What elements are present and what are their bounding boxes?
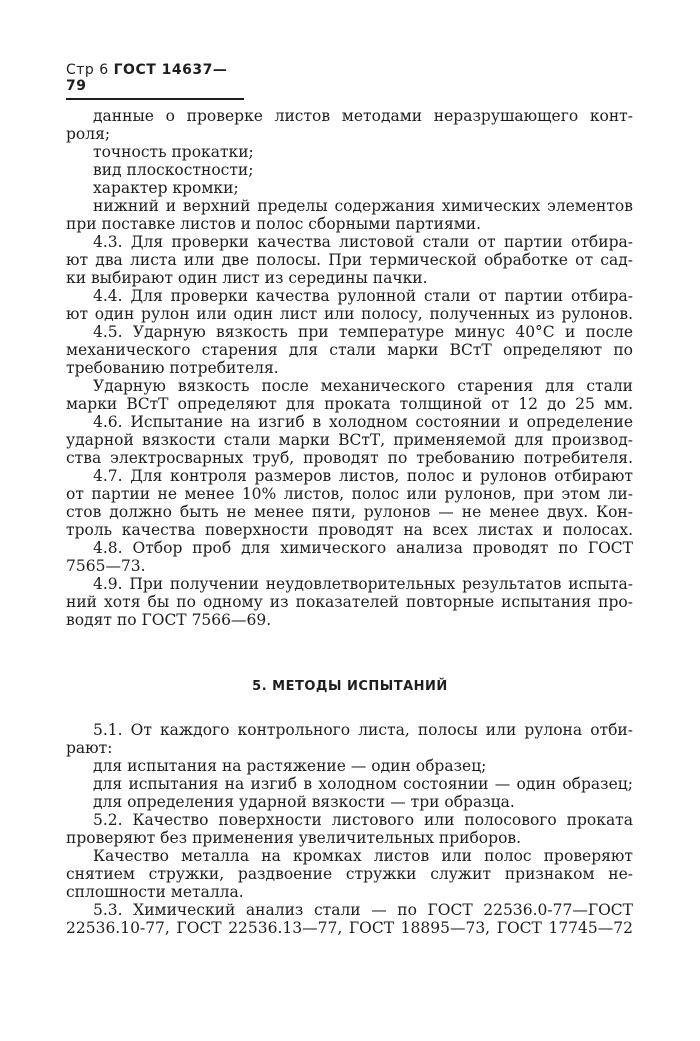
text-line: для испытания на изгиб в холодном состоянии — один образец;	[93, 775, 633, 793]
text-line: вид плоскостности;	[93, 161, 254, 179]
text-line: для определения ударной вязкости — три образца.	[93, 793, 515, 811]
text-line: ют один рулон или один лист или полосу, полученных из рулонов.	[66, 305, 633, 323]
text-line: марки ВСтТ определяют для проката толщиной от 12 до 25 мм.	[66, 395, 633, 413]
text-line: 5.1. От каждого контрольного листа, полосы или рулона отби-	[93, 721, 633, 739]
text-line: сплошности металла.	[66, 883, 244, 901]
text-line: рают:	[66, 739, 113, 757]
text-line: троль качества поверхности проводят на всех листах и полосах.	[66, 521, 633, 539]
text-line: 4.3. Для проверки качества листовой стали от партии отбира-	[93, 233, 633, 251]
text-line: ки выбирают один лист из середины пачки.	[66, 269, 428, 287]
text-line: водят по ГОСТ 7566—69.	[66, 611, 272, 629]
text-line: 4.5. Ударную вязкость при температуре минус 40°С и после	[93, 323, 633, 341]
text-line: Качество металла на кромках листов или полос проверяют	[93, 847, 633, 865]
page-number: Стр 6	[66, 62, 109, 78]
text-line: снятием стружки, раздвоение стружки служит признаком не-	[66, 865, 633, 883]
text-line: точность прокатки;	[93, 143, 254, 161]
text-line: 4.7. Для контроля размеров листов, полос и рулонов отбирают	[93, 467, 633, 485]
section-5-text	[66, 721, 633, 937]
text-line: роля;	[66, 125, 111, 143]
text-line: от партии не менее 10% листов, полос или рулонов, при этом ли-	[66, 485, 633, 503]
text-line: 4.9. При получении неудовлетворительных результатов испыта-	[93, 575, 633, 593]
text-line: механического старения для стали марки ВСтТ определяют по	[66, 341, 633, 359]
text-line: ют два листа или две полосы. При термической обработке от сад-	[66, 251, 633, 269]
text-line: проверяют без применения увеличительных приборов.	[66, 829, 522, 847]
standard-number: ГОСТ 14637—79	[66, 62, 228, 94]
text-line: требованию потребителя.	[66, 359, 279, 377]
text-line: для испытания на растяжение — один образец;	[93, 757, 487, 775]
text-line: 5.3. Химический анализ стали — по ГОСТ 22536.0-77—ГОСТ	[93, 901, 633, 919]
text-line: данные о проверке листов методами неразрушающего конт-	[93, 107, 633, 125]
text-line: при поставке листов и полос сборными партиями.	[66, 215, 482, 233]
text-line: ний хотя бы по одному из показателей повторные испытания про-	[66, 593, 633, 611]
page-header	[66, 62, 244, 100]
text-line: 4.6. Испытание на изгиб в холодном состоянии и определение	[93, 413, 633, 431]
section-5-heading: 5. МЕТОДЫ ИСПЫТАНИЙ	[252, 679, 448, 694]
text-line: 4.8. Отбор проб для химического анализа проводят по ГОСТ	[93, 539, 633, 557]
text-line: нижний и верхний пределы содержания химических элементов	[93, 197, 633, 215]
text-line: ударной вязкости стали марки ВСтТ, применяемой для производ-	[66, 431, 633, 449]
section-4-text	[66, 107, 633, 629]
text-line: ства электросварных труб, проводят по требованию потребителя.	[66, 449, 633, 467]
text-line: 22536.10-77, ГОСТ 22536.13—77, ГОСТ 18895—73, ГОСТ 17745—72	[66, 919, 633, 937]
text-line: 7565—73.	[66, 557, 146, 575]
text-line: 4.4. Для проверки качества рулонной стали от партии отбира-	[93, 287, 633, 305]
text-line: характер кромки;	[93, 179, 239, 197]
text-line: стов должно быть не менее пяти, рулонов — не менее двух. Кон-	[66, 503, 633, 521]
text-line: Ударную вязкость после механического старения для стали	[93, 377, 633, 395]
text-line: 5.2. Качество поверхности листового или полосового проката	[93, 811, 633, 829]
